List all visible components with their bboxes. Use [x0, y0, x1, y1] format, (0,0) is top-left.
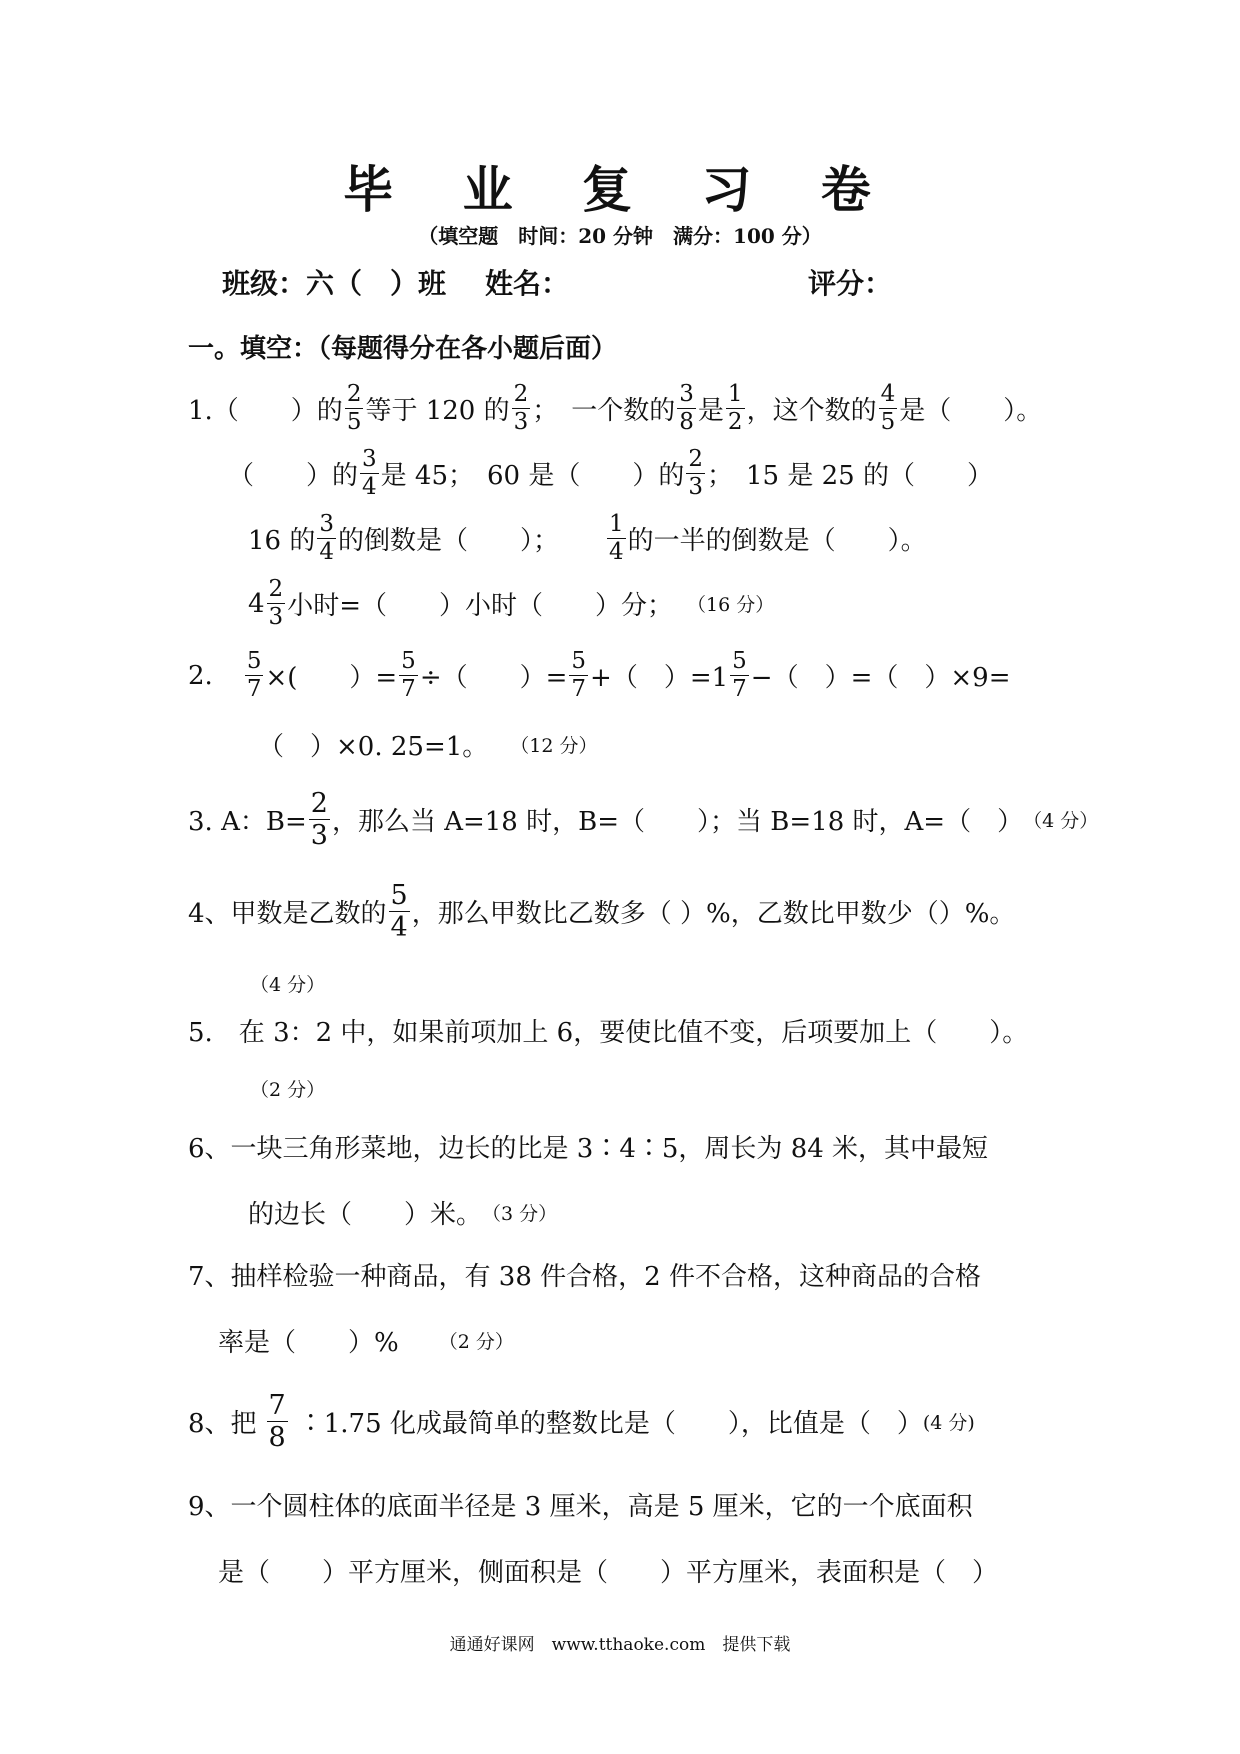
denominator: 2	[727, 409, 743, 435]
numerator: 3	[679, 381, 694, 407]
q1-text: （ ）的	[228, 461, 359, 491]
numerator: 5	[732, 648, 747, 674]
question-3	[188, 790, 1098, 849]
q1-text: 4	[248, 588, 265, 619]
question-7-line-1	[188, 1256, 981, 1293]
denominator: 7	[401, 676, 416, 702]
denominator: 4	[609, 539, 624, 565]
q6-score: （3 分）	[482, 1203, 558, 1225]
fraction	[317, 513, 336, 564]
denominator: 3	[688, 474, 703, 500]
q6-text: 6、一块三角形菜地，边长的比是 3∶4∶5，周长为 84 米，其中最短	[188, 1134, 989, 1164]
footer-credit: 通通好课网 www.tthaoke.com 提供下载	[449, 1635, 791, 1655]
q8-score: (4 分)	[922, 1412, 975, 1434]
denominator: 7	[246, 676, 262, 702]
fraction	[607, 513, 626, 564]
question-6-line-2	[248, 1194, 557, 1231]
numerator: 3	[319, 511, 334, 537]
fraction	[267, 578, 286, 629]
q1-text: 是	[697, 396, 724, 426]
question-9-line-1	[188, 1486, 973, 1523]
question-4	[188, 882, 1015, 941]
numerator: 3	[362, 446, 377, 472]
q2-text: ÷（ ）=	[419, 663, 568, 693]
q2-text: −（ ）=（ ）×9=	[750, 663, 1011, 693]
section-heading: 一。填空：（每题得分在各小题后面）	[188, 334, 618, 364]
numerator: 2	[513, 381, 529, 407]
q4-score: （4 分）	[250, 974, 326, 996]
denominator: 3	[268, 604, 284, 630]
fraction	[360, 448, 379, 499]
numerator: 2	[268, 576, 284, 602]
q1-text: 等于 120 的	[365, 396, 510, 426]
q4-text: 4、甲数是乙数的	[188, 899, 387, 929]
question-7-line-2	[218, 1322, 514, 1359]
q1-text: 是 45； 60 是（ ）的	[380, 461, 685, 491]
q5-text: 5. 在 3：2 中，如果前项加上 6，要使比值不变，后项要加上（ ）。	[188, 1018, 1029, 1048]
question-1-line-2	[228, 448, 993, 499]
denominator: 8	[268, 1422, 286, 1453]
denominator: 7	[732, 676, 747, 702]
fraction	[677, 383, 696, 434]
denominator: 4	[390, 912, 408, 943]
q1-text: 16 的	[248, 526, 316, 556]
numerator: 2	[688, 446, 703, 472]
fraction	[389, 882, 410, 941]
q3-text: 3. A：B=	[188, 807, 307, 837]
fraction	[569, 650, 588, 701]
denominator: 4	[362, 474, 377, 500]
question-1-line-4	[248, 578, 774, 629]
q7-text: 7、抽样检验一种商品，有 38 件合格，2 件不合格，这种商品的合格	[188, 1262, 981, 1292]
fraction	[730, 650, 749, 701]
q8-text: ∶1.75 化成最简单的整数比是（ ），比值是（ ）	[297, 1409, 923, 1439]
exam-subtitle: （填空题 时间：20 分钟 满分：100 分）	[418, 224, 822, 248]
q2-number: 2.	[188, 660, 213, 691]
q2-text: （ ）×0. 25=1。	[258, 732, 489, 762]
q2-score: （12 分）	[510, 735, 598, 757]
denominator: 8	[679, 409, 694, 435]
q9-text: 9、一个圆柱体的底面半径是 3 厘米，高是 5 厘米，它的一个底面积	[188, 1492, 973, 1522]
numerator: 4	[880, 381, 896, 407]
fraction	[345, 383, 364, 434]
numerator: 2	[346, 381, 362, 407]
denominator: 5	[880, 409, 896, 435]
q7-score: （2 分）	[438, 1331, 514, 1353]
fraction	[686, 448, 705, 499]
q3-score: （4 分）	[1023, 810, 1099, 832]
numerator: 1	[727, 381, 743, 407]
q5-score: （2 分）	[250, 1079, 326, 1101]
numerator: 5	[571, 648, 587, 674]
question-2-line-2	[258, 726, 598, 763]
q8-text: 8、把	[188, 1409, 257, 1439]
numerator: 5	[390, 880, 408, 911]
name-label: 姓名：	[485, 267, 570, 300]
page-title: 毕 业 复 习 卷	[343, 160, 897, 219]
denominator: 5	[346, 409, 362, 435]
class-label: 班级：六（ ）班	[222, 267, 447, 300]
fraction	[726, 383, 745, 434]
fraction	[512, 383, 531, 434]
q3-text: ，那么当 A=18 时，B=（ ）；当 B=18 时，A=（ ）	[331, 807, 1024, 837]
numerator: 2	[310, 788, 328, 819]
numerator: 5	[246, 648, 262, 674]
q2-text: +（ ）=1	[590, 663, 729, 693]
question-1-line-3	[248, 513, 927, 564]
denominator: 7	[571, 676, 587, 702]
score-label: 评分：	[808, 267, 893, 300]
q1-text: 的一半的倒数是（ ）。	[627, 526, 927, 556]
question-6-line-1	[188, 1128, 988, 1165]
question-5	[188, 1012, 1028, 1049]
q1-score: （16 分）	[686, 594, 775, 616]
fraction	[309, 790, 330, 849]
q1-text: ； 一个数的	[532, 396, 676, 426]
q6-text: 的边长（ ）米。	[248, 1200, 483, 1230]
denominator: 4	[319, 539, 334, 565]
numerator: 5	[401, 648, 416, 674]
q9-text: 是（ ）平方厘米，侧面积是（ ）平方厘米，表面积是（ ）	[218, 1558, 999, 1588]
fraction	[245, 650, 264, 701]
q1-text: 是（ ）。	[899, 396, 1043, 426]
q7-text: 率是（ ）%	[218, 1328, 399, 1358]
q1-text: 的倒数是（ ）；	[338, 526, 560, 556]
numerator: 1	[609, 511, 624, 537]
fraction	[399, 650, 418, 701]
question-2-line-1	[188, 650, 1010, 701]
denominator: 3	[513, 409, 529, 435]
denominator: 3	[310, 820, 328, 851]
q1-text: ； 15 是 25 的（ ）	[707, 461, 993, 491]
q4-text: ，那么甲数比乙数多（ ）%，乙数比甲数少（）%。	[411, 899, 1016, 929]
q2-text: ×( ）=	[265, 663, 398, 693]
fraction	[879, 383, 898, 434]
q1-text: ，这个数的	[746, 396, 877, 426]
fraction	[267, 1392, 288, 1451]
q1-text: 1.（ ）的	[188, 396, 343, 426]
question-1-line-1	[188, 383, 1042, 434]
question-8	[188, 1392, 975, 1451]
q1-text: 小时=（ ）小时（ ）分；	[287, 591, 673, 621]
question-9-line-2	[218, 1552, 998, 1589]
numerator: 7	[268, 1390, 286, 1421]
